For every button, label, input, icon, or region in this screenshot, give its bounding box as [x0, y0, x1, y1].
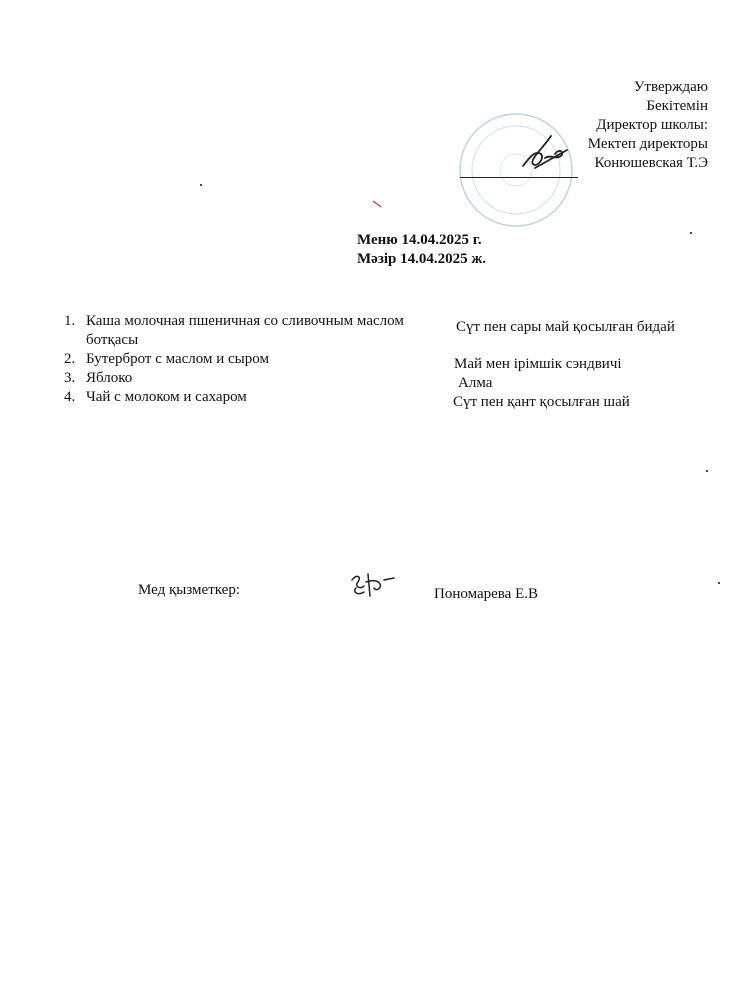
- scan-speck: [718, 582, 720, 584]
- item-name-ru: Яблоко: [86, 370, 133, 386]
- menu-list: [0, 312, 732, 410]
- approval-block: [588, 78, 708, 173]
- item-number: 1.: [64, 313, 76, 329]
- item-number: 2.: [64, 351, 76, 367]
- scan-speck: [200, 184, 202, 186]
- director-title-ru: Директор школы:: [596, 117, 708, 133]
- item-name-kz: Алма: [458, 375, 493, 391]
- director-signature: [515, 128, 575, 176]
- scan-speck: [706, 470, 708, 472]
- item-name-ru: Бутерброт с маслом и сыром: [86, 351, 269, 367]
- item-number: 4.: [64, 389, 76, 405]
- item-name-kz-continued: ботқасы: [86, 332, 139, 348]
- item-name-kz: Сүт пен қант қосылған шай: [453, 394, 630, 410]
- director-signature-line: [460, 177, 578, 178]
- medic-name: Пономарева Е.В: [434, 586, 538, 602]
- medic-signature: [346, 566, 398, 602]
- list-item: [0, 350, 732, 372]
- item-number: 3.: [64, 370, 76, 386]
- director-title-kz: Мектеп директоры: [587, 136, 708, 152]
- red-pen-mark: [372, 200, 382, 208]
- menu-title: [357, 231, 486, 269]
- list-item: [0, 369, 732, 391]
- medic-label: Мед қызметкер:: [138, 582, 241, 598]
- item-name-ru: Чай с молоком и сахаром: [86, 389, 247, 405]
- item-name-kz: Май мен ірімшік сэндвичі: [454, 356, 622, 372]
- item-name-ru: Каша молочная пшеничная со сливочным маслом: [86, 313, 404, 329]
- director-name: Конюшевская Т.Э: [594, 155, 708, 171]
- approve-ru: Утверждаю: [633, 79, 708, 95]
- title-kz: Мәзір 14.04.2025 ж.: [357, 251, 486, 267]
- item-name-kz: Сүт пен сары май қосылған бидай: [456, 319, 675, 335]
- approve-kz: Бекітемін: [646, 98, 708, 114]
- list-item: [0, 388, 732, 410]
- scan-speck: [690, 232, 692, 234]
- title-ru: Меню 14.04.2025 г.: [357, 232, 482, 248]
- list-item: [0, 312, 732, 350]
